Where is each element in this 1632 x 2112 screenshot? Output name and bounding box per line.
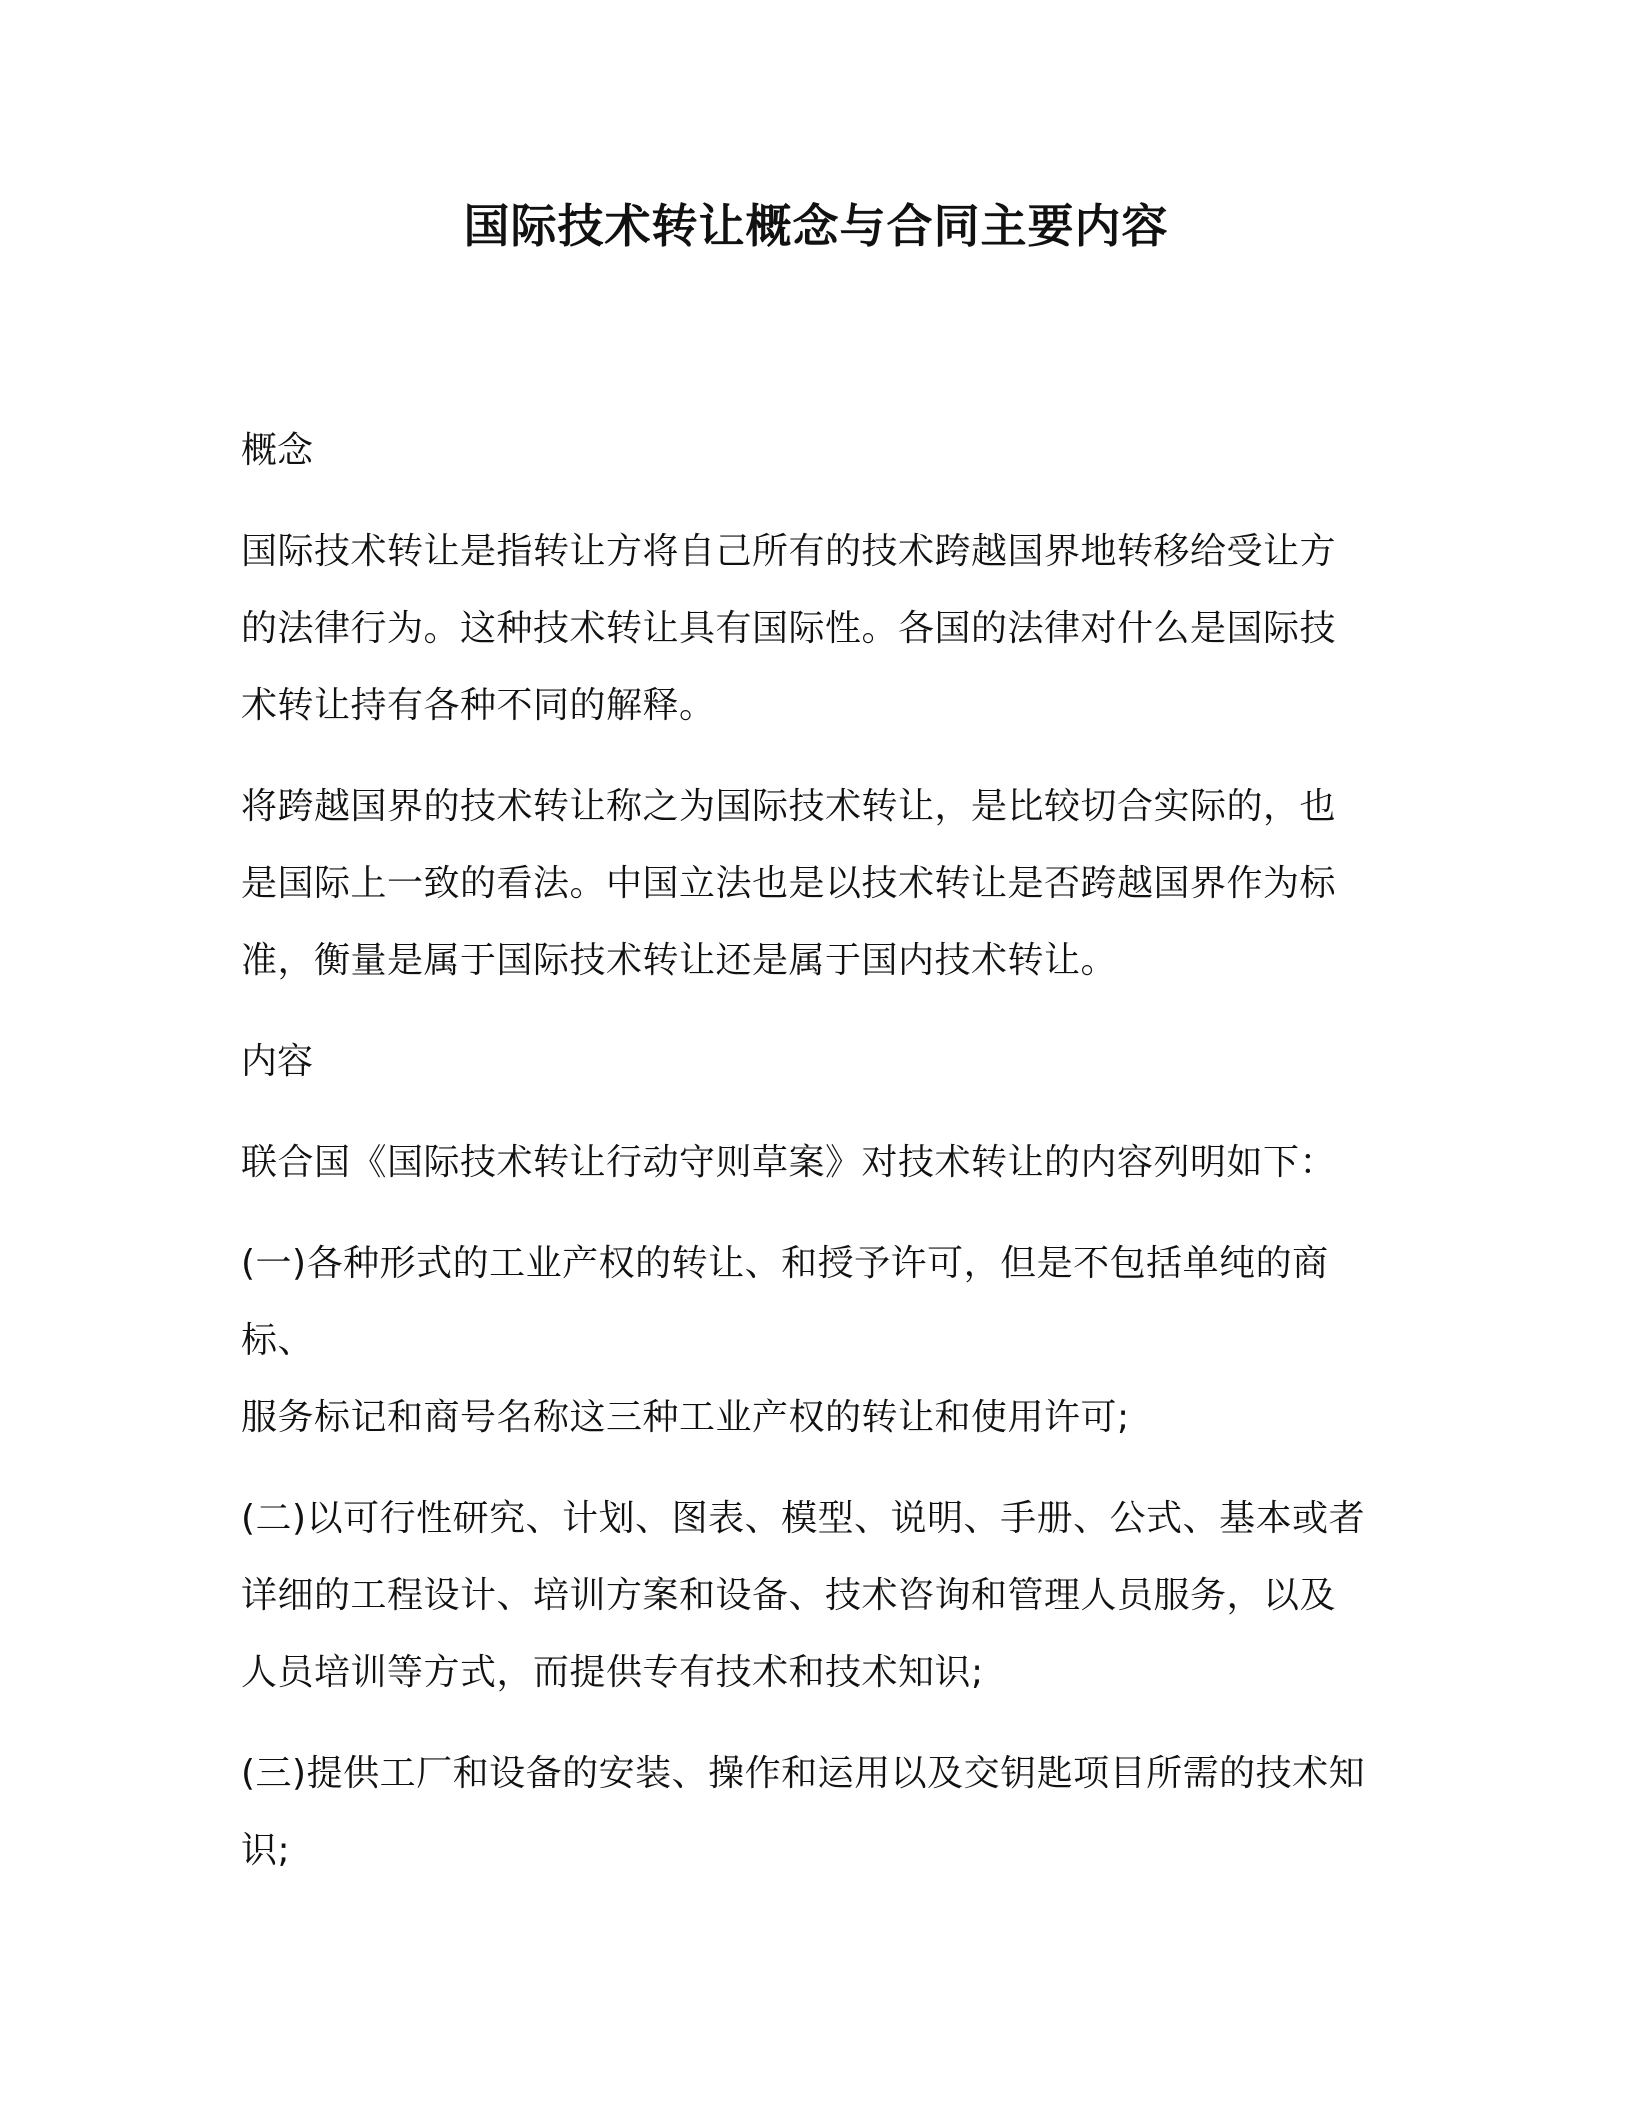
section-heading: 概念 — [241, 430, 314, 471]
section-concept — [241, 412, 1401, 999]
list-item: (一)各种形式的工业产权的转让、和授予许可，但是不包括单纯的商标、 服务标记和商号名称这三种工业产权的转让和使用许可; — [241, 1243, 1329, 1438]
list-item: (三)提供工厂和设备的安装、操作和运用以及交钥匙项目所需的技术知 识; — [241, 1753, 1366, 1871]
list-item: (二)以可行性研究、计划、图表、模型、说明、手册、公式、基本或者 详细的工程设计、培训方案和设备、技术咨询和管理人员服务，以及 人员培训等方式，而提供专有技术和技术知识; — [241, 1498, 1366, 1693]
document-title: 国际技术转让概念与合同主要内容 — [463, 199, 1169, 253]
section-heading: 内容 — [241, 1041, 314, 1082]
document-body — [241, 412, 1401, 1913]
paragraph: 国际技术转让是指转让方将自己所有的技术跨越国界地转移给受让方 的法律行为。这种技术转让具有国际性。各国的法律对什么是国际技 术转让持有各种不同的解释。 — [241, 531, 1337, 726]
paragraph: 联合国《国际技术转让行动守则草案》对技术转让的内容列明如下： — [241, 1142, 1337, 1183]
section-content — [241, 1023, 1401, 1889]
paragraph: 将跨越国界的技术转让称之为国际技术转让，是比较切合实际的，也 是国际上一致的看法。中国立法也是以技术转让是否跨越国界作为标 准，衡量是属于国际技术转让还是属于国内技术转让。 — [241, 786, 1337, 981]
